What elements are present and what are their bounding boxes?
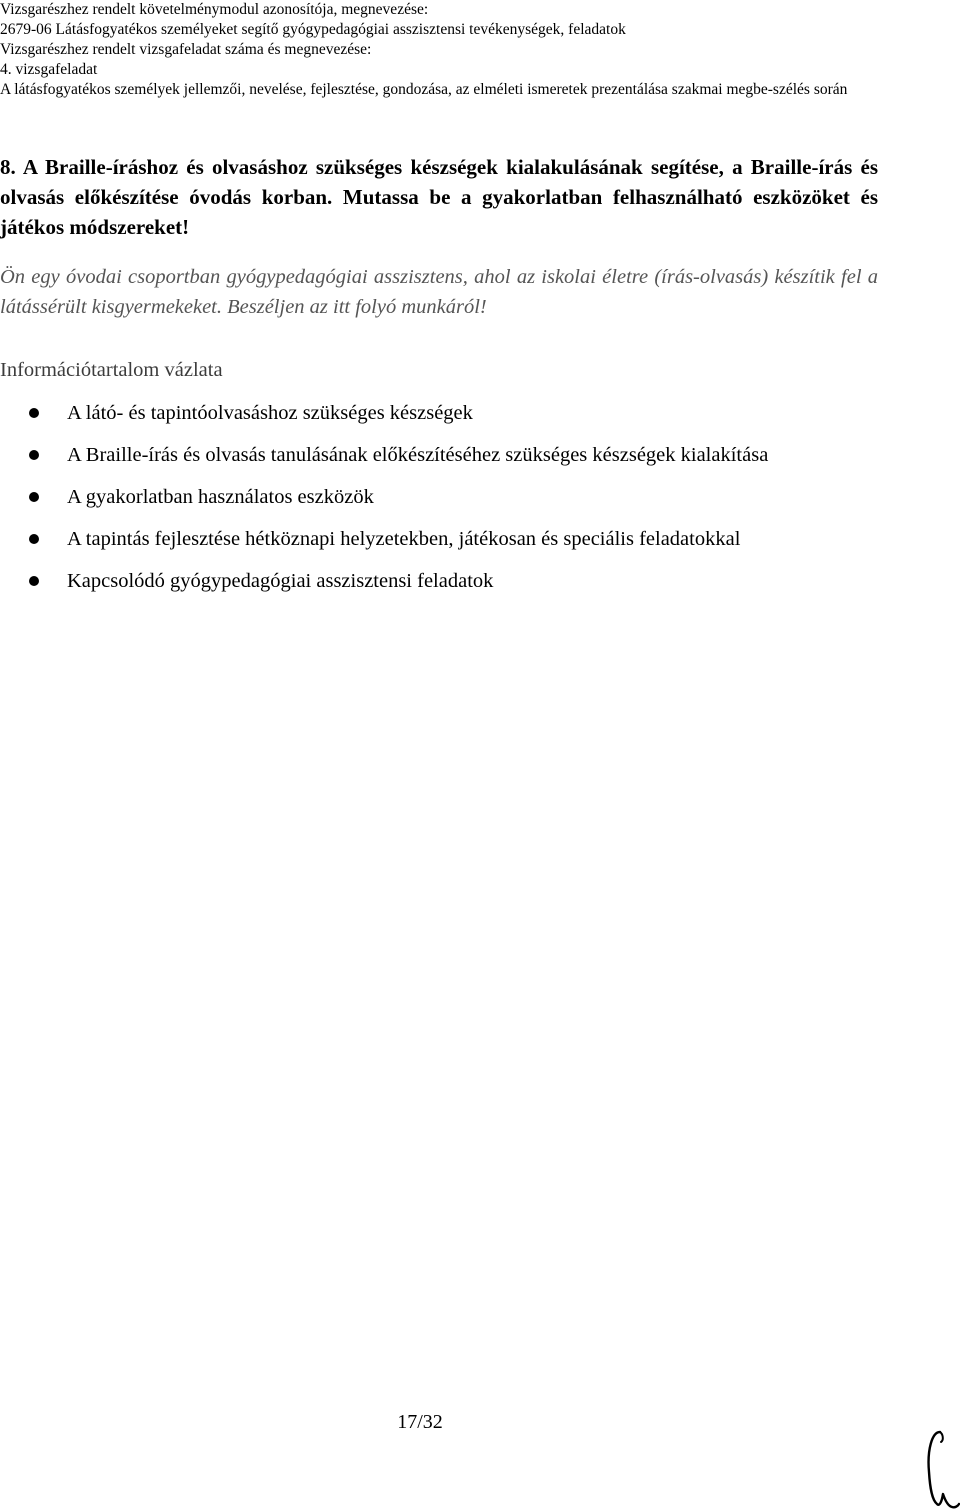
list-item-text: A látó- és tapintóolvasáshoz szükséges készségek: [67, 402, 473, 424]
page-number: 17/32: [397, 1411, 443, 1433]
bullet-icon: [29, 534, 39, 544]
bullet-icon: [29, 408, 39, 418]
document-header: [0, 0, 900, 100]
outline-heading: Információtartalom vázlata: [0, 359, 223, 381]
header-module-name: 2679-06 Látásfogyatékos személyeket segítő gyógypedagógiai asszisztensi tevékenységek, feladatok: [0, 21, 626, 38]
task-title: 8. A Braille-íráshoz és olvasáshoz szükséges készségek kialakulásának segítése, a Braille-írás és olvasás előkészítése óvodás korban. Mutassa be a gyakorlatban felhasználható eszközöket és játékos módszereket!: [0, 155, 878, 239]
bullet-icon: [29, 492, 39, 502]
bullet-icon: [29, 576, 39, 586]
header-task-description: A látásfogyatékos személyek jellemzői, nevelése, fejlesztése, gondozása, az elméleti ismeretek prezentálása szakmai megbe-szélés során: [0, 81, 848, 98]
list-item-text: A tapintás fejlesztése hétköznapi helyzetekben, játékosan és speciális feladatokkal: [67, 528, 741, 550]
list-item-text: A Braille-írás és olvasás tanulásának előkészítéséhez szükséges készségek kialakítása: [67, 444, 769, 466]
header-task-label: Vizsgarészhez rendelt vizsgafeladat száma és megnevezése:: [0, 41, 372, 58]
task-scenario: Ön egy óvodai csoportban gyógypedagógiai asszisztens, ahol az iskolai életre (írás-olvasás) készítik fel a látássérült kisgyermekeket. Beszéljen az itt folyó munkáról!: [0, 266, 878, 318]
header-module-label: Vizsgarészhez rendelt követelménymodul azonosítója, megnevezése:: [0, 1, 429, 18]
header-task-number: 4. vizsgafeladat: [0, 61, 98, 78]
bullet-icon: [29, 450, 39, 460]
list-item-text: A gyakorlatban használatos eszközök: [67, 486, 374, 508]
list-item-text: Kapcsolódó gyógypedagógiai asszisztensi feladatok: [67, 570, 494, 592]
handwritten-signature-icon: [918, 1428, 960, 1509]
